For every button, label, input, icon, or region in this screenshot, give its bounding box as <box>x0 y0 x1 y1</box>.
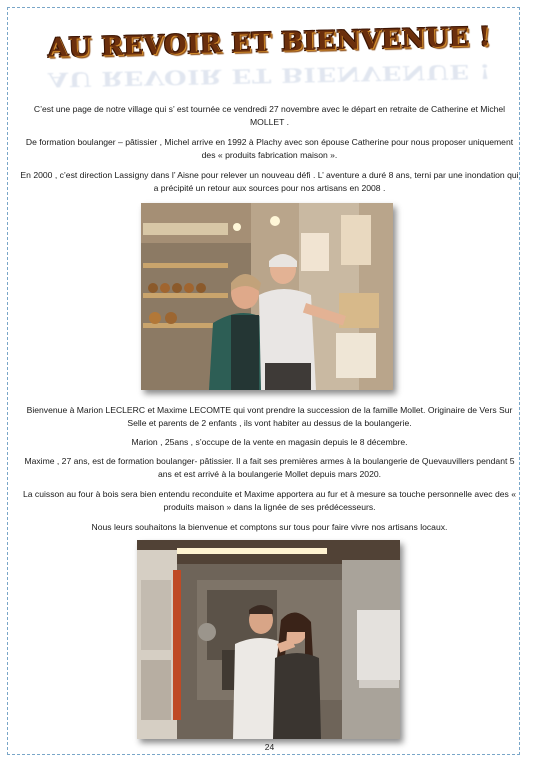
paragraph-8: Nous leurs souhaitons la bienvenue et comptons sur tous pour faire vivre nos artisans locaux. <box>91 522 448 532</box>
page-number: 24 <box>264 742 275 752</box>
photo-catherine-michel-image <box>141 203 393 390</box>
paragraph-2: De formation boulanger – pâtissier , Michel arrive en 1992 à Plachy avec son épouse Catherine pour nous proposer uniquement des « produits fabrication maison ». <box>25 137 514 160</box>
title-block <box>0 18 539 91</box>
page-title-reflection: AU REVOIR ET BIENVENUE ! <box>47 59 492 91</box>
photo-marion-maxime <box>137 540 400 739</box>
paragraph-1: C’est une page de notre village qui s’ est tournée ce vendredi 27 novembre avec le départ en retraite de Catherine et Michel MOLLET . <box>33 104 506 127</box>
paragraph-5: Marion , 25ans , s’occupe de la vente en magasin depuis le 8 décembre. <box>131 437 408 447</box>
photo-catherine-michel <box>141 203 393 390</box>
paragraph-7: La cuisson au four à bois sera bien entendu reconduite et Maxime apportera au fur et à mesure sa touche personnelle avec des « produits maison » dans la lignée de ses prédécesseurs. <box>22 489 516 512</box>
page-title: AU REVOIR ET BIENVENUE ! <box>47 22 492 64</box>
paragraph-3: En 2000 , c’est direction Lassigny dans l’ Aisne pour relever un nouveau défi . L’ aventure a duré 8 ans, terni par une inondation qui a précipité un retour aux sources pour nos artisans en 2008 . <box>20 170 519 193</box>
photo-marion-maxime-image <box>137 540 400 739</box>
paragraph-6: Maxime , 27 ans, est de formation boulanger- pâtissier. Il a fait ses premières armes à la boulangerie de Quevauvillers pendant 5 ans et est arrivé à la boulangerie Mollet depuis mars 2020. <box>24 456 515 479</box>
paragraph-4: Bienvenue à Marion LECLERC et Maxime LECOMTE qui vont prendre la succession de la famille Mollet. Originaire de Vers Sur Selle et parents de 2 enfants , ils vont habiter au dessus de la boulangerie. <box>26 405 513 428</box>
